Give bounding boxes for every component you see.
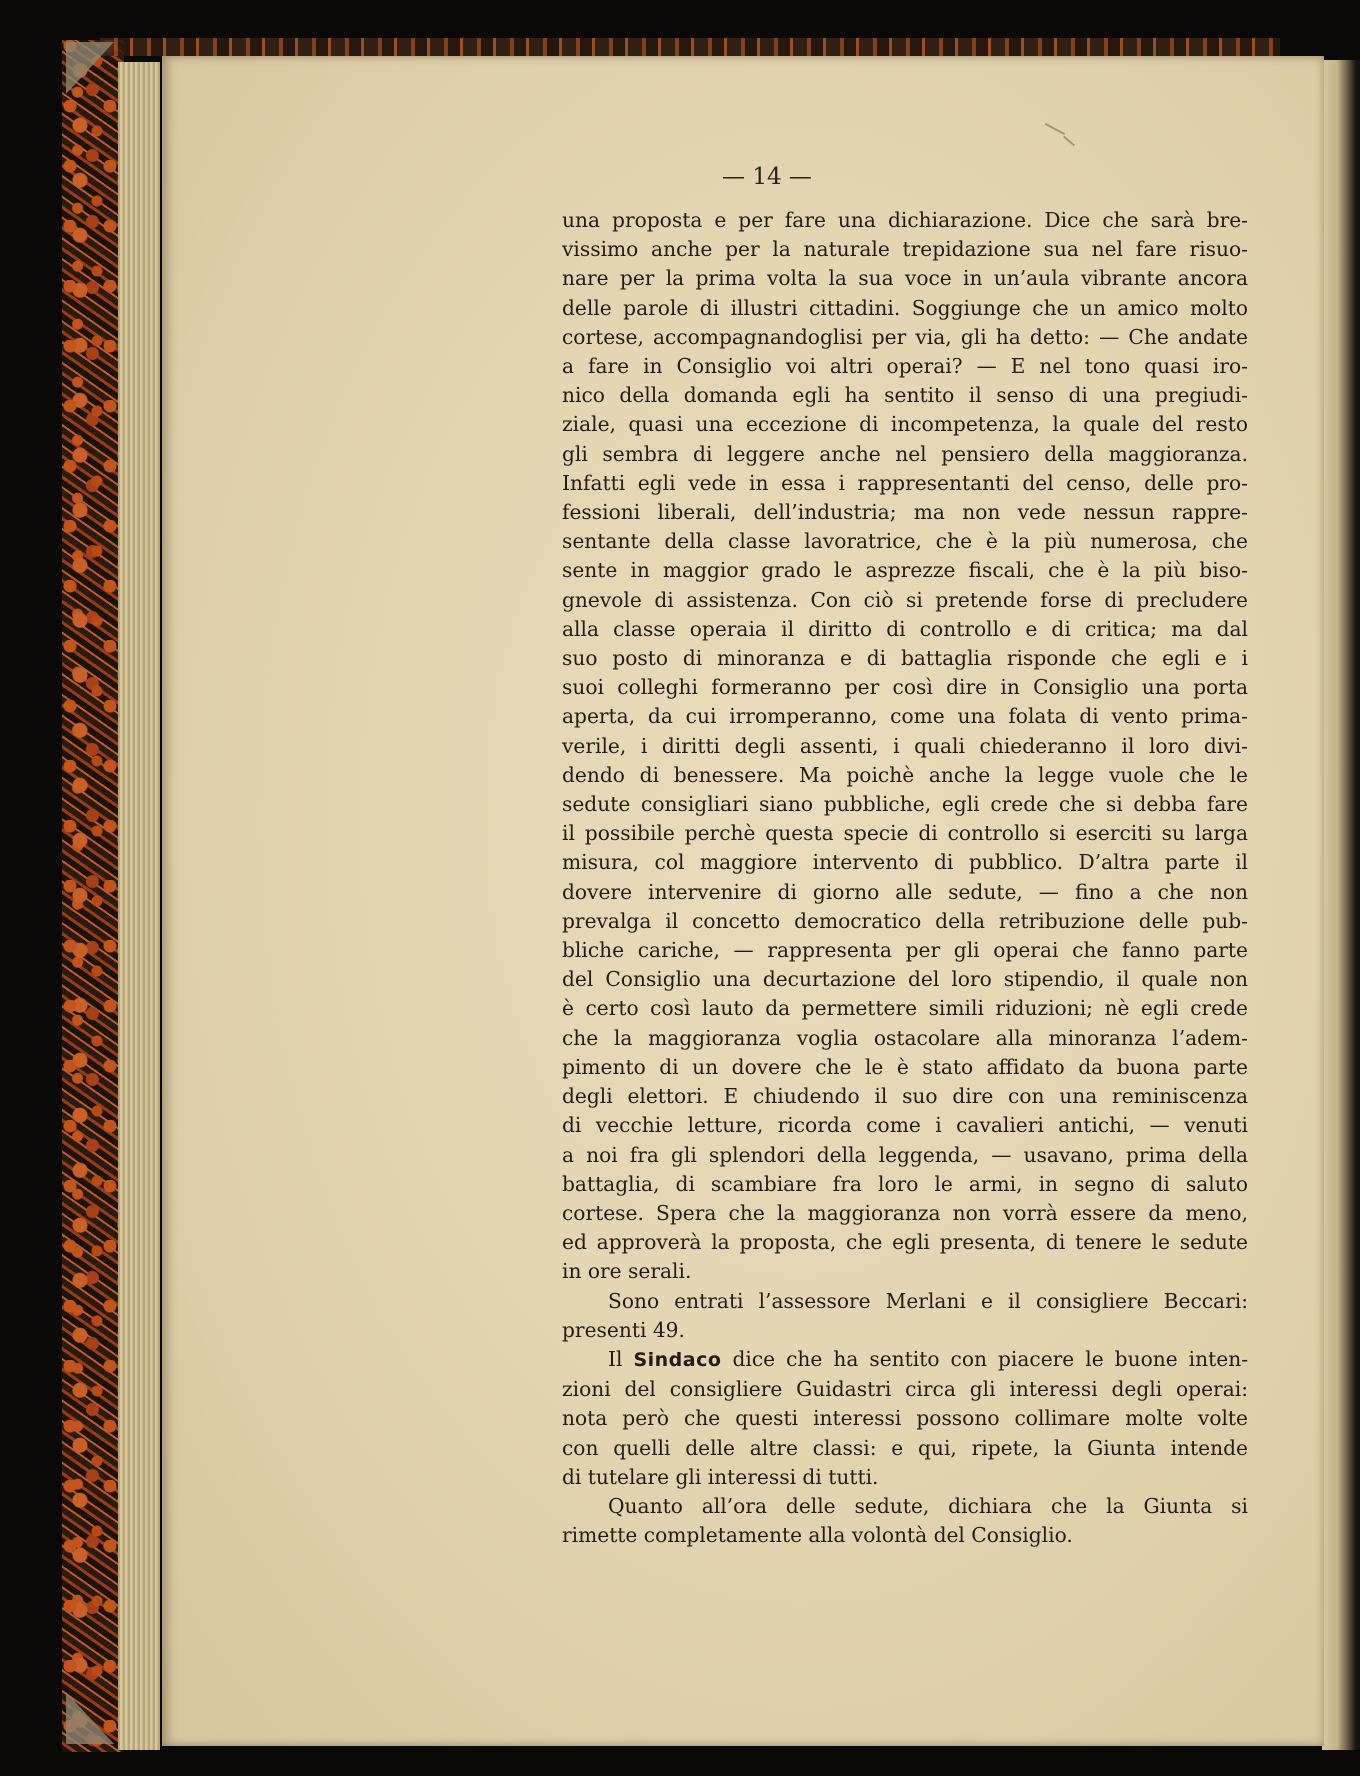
book-page: [162, 56, 1324, 1746]
text-line: cortese, accompagnandoglisi per via, gli ha detto: — Che andate: [562, 324, 1248, 349]
text-line: suo posto di minoranza e di battaglia risponde che egli e i: [562, 646, 1248, 671]
text-line: è certo così lauto da permettere simili riduzioni; nè egli crede: [562, 996, 1248, 1021]
text-line: verile, i diritti degli assenti, i quali chiederanno il loro divi-: [562, 733, 1248, 758]
text-line: battaglia, di scambiare fra loro le armi, in segno di saluto: [562, 1171, 1248, 1196]
text-line: Quanto all’ora delle sedute, dichiara che la Giunta si: [608, 1493, 1248, 1518]
line-rest: dice che ha sentito con piacere le buone inten-: [732, 1346, 1248, 1371]
text-line: fessioni liberali, dell’industria; ma non vede nessun rappre-: [562, 500, 1248, 525]
text-line: nota però che questi interessi possono collimare molte volte: [562, 1406, 1248, 1431]
text-line: di tutelare gli interessi di tutti.: [562, 1464, 879, 1489]
text-line: alla classe operaia il diritto di controllo e di critica; ma dal: [562, 616, 1248, 641]
book-board-top-edge: [100, 38, 1280, 56]
page-stack-edges: [118, 62, 160, 1750]
text-line: suoi colleghi formeranno per così dire in Consiglio una porta: [562, 675, 1248, 700]
text-line: una proposta e per fare una dichiarazione. Dice che sarà bre-: [562, 208, 1248, 232]
text-line: nico della domanda egli ha sentito il senso di una pregiudi-: [562, 383, 1248, 408]
text-line: del Consiglio una decurtazione del loro stipendio, il quale non: [562, 967, 1248, 992]
text-line: a noi fra gli splendori della leggenda, — usavano, prima della: [562, 1142, 1248, 1167]
text-line: dovere intervenire di giorno alle sedute, — fino a che non: [562, 879, 1248, 904]
paragraph: [562, 1492, 1248, 1550]
text-line: sente in maggior grado le asprezze fiscali, che è la più biso-: [562, 558, 1248, 583]
text-line: gli sembra di leggere anche nel pensiero della maggioranza.: [562, 441, 1248, 466]
text-line: Sono entrati l’assessore Merlani e il consigliere Beccari:: [608, 1288, 1248, 1313]
speaker-name: Sindaco: [633, 1348, 722, 1371]
text-line: Infatti egli vede in essa i rappresentanti del censo, delle pro-: [562, 470, 1248, 495]
text-line: dendo di benessere. Ma poichè anche la legge vuole che le: [562, 762, 1248, 787]
text-line: cortese. Spera che la maggioranza non vorrà essere da meno,: [562, 1200, 1248, 1225]
text-line: rimette completamente alla volontà del Consiglio.: [562, 1523, 1073, 1548]
text-line: pimento di un dovere che le è stato affidato da buona parte: [562, 1054, 1248, 1079]
text-line: gnevole di assistenza. Con ciò si pretende forse di precludere: [562, 587, 1248, 612]
text-line: in ore serali.: [562, 1259, 692, 1284]
text-line: delle parole di illustri cittadini. Soggiunge che un amico molto: [562, 295, 1248, 320]
text-line: degli elettori. E chiudendo il suo dire con una reminiscenza: [562, 1084, 1248, 1109]
text-line: il possibile perchè questa specie di controllo si eserciti su larga: [562, 821, 1248, 846]
text-line: a fare in Consiglio voi altri operai? — E nel tono quasi iro-: [562, 354, 1248, 379]
page-number: [162, 164, 1324, 190]
text-line: ziale, quasi una eccezione di incompetenza, la quale del resto: [562, 412, 1248, 437]
text-line: ed approverà la proposta, che egli presenta, di tenere le sedute: [562, 1230, 1248, 1255]
paragraph: [562, 1345, 1248, 1492]
paper-mark: [1063, 136, 1075, 147]
text-line: che la maggioranza voglia ostacolare alla minoranza l’adem-: [562, 1025, 1248, 1050]
text-line: presenti 49.: [562, 1317, 685, 1342]
text-line: prevalga il concetto democratico della retribuzione delle pub-: [562, 908, 1248, 933]
paragraph: [562, 206, 1248, 1287]
paper-mark: [1045, 123, 1065, 135]
text-line: con quelli delle altre classi: e qui, ripete, la Giunta intende: [562, 1435, 1248, 1460]
text-line: [562, 1345, 1248, 1375]
text-line: sedute consigliari siano pubbliche, egli crede che si debba fare: [562, 792, 1248, 817]
text-line: zioni del consigliere Guidastri circa gli interessi degli operai:: [562, 1377, 1248, 1402]
line-prefix: Il: [608, 1346, 623, 1371]
text-line: nare per la prima volta la sua voce in un’aula vibrante ancora: [562, 266, 1248, 291]
text-line: sentante della classe lavoratrice, che è la più numerosa, che: [562, 529, 1248, 554]
book-board-marbled: [62, 40, 124, 1752]
paragraph: [562, 1287, 1248, 1345]
page-number-text: — 14 —: [722, 164, 812, 190]
text-line: di vecchie letture, ricorda come i cavalieri antichi, — venuti: [562, 1113, 1248, 1138]
right-page-edge: [1322, 60, 1360, 1750]
text-line: bliche cariche, — rappresenta per gli operai che fanno parte: [562, 938, 1248, 963]
text-line: vissimo anche per la naturale trepidazione sua nel fare risuo-: [562, 237, 1248, 262]
body-text: [562, 206, 1248, 1550]
text-line: misura, col maggiore intervento di pubblico. D’altra parte il: [562, 850, 1248, 875]
text-line: aperta, da cui irromperanno, come una folata di vento prima-: [562, 704, 1248, 729]
